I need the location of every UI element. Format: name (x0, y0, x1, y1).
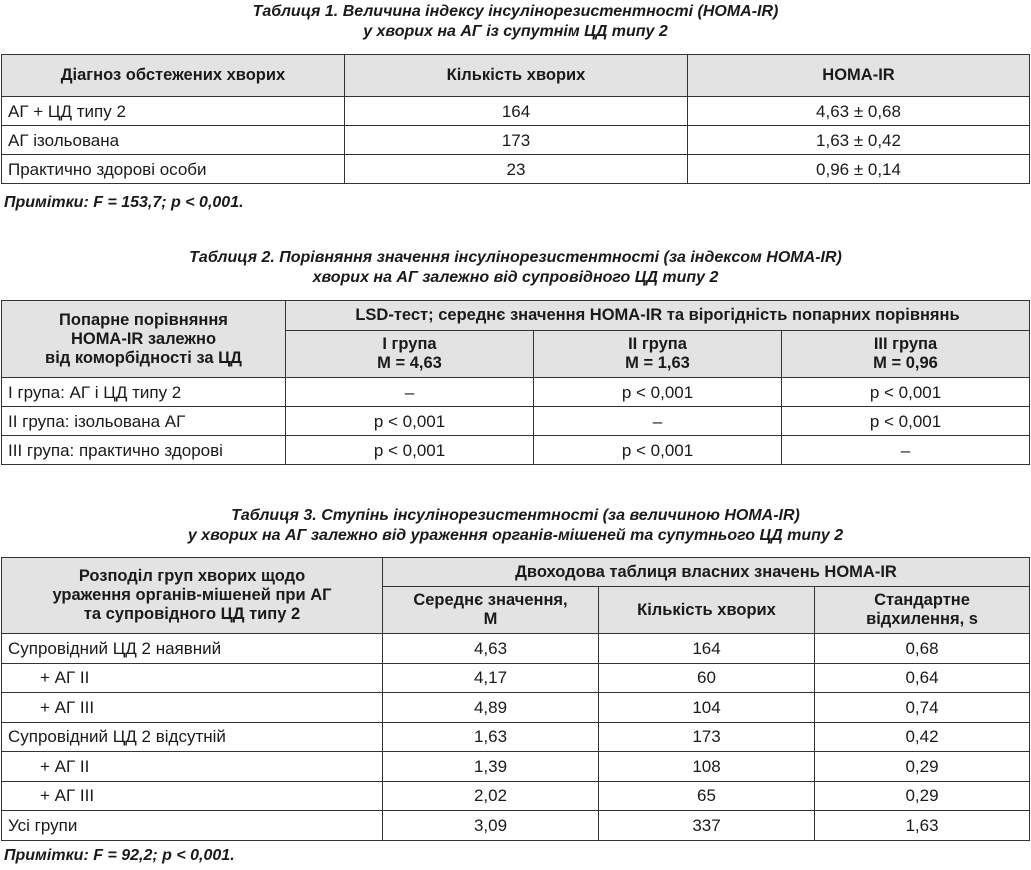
table2-header-comparison: Попарне порівняння HOMA-IR залежно від коморбідності за ЦД (2, 301, 286, 378)
table-cell: 4,63 (383, 634, 599, 664)
table-cell: 2,02 (383, 781, 599, 811)
table-row (2, 97, 1030, 126)
table-cell: 23 (345, 155, 688, 184)
table-cell: + АГ ІІІ (2, 693, 383, 723)
table-cell: 1,63 (383, 722, 599, 752)
table1 (1, 54, 1030, 184)
table-cell: 0,29 (815, 752, 1030, 782)
table-cell: 173 (345, 126, 688, 155)
table-cell: 65 (599, 781, 815, 811)
table-cell: + АГ ІІ (2, 663, 383, 693)
table1-header-diagnosis: Діагноз обстежених хворих (2, 55, 345, 97)
table1-caption-line2: у хворих на АГ із супутнім ЦД типу 2 (363, 23, 668, 40)
table-cell: 337 (599, 811, 815, 841)
table-cell: ІІ група: ізольована АГ (2, 407, 286, 436)
table-cell: 1,63 (815, 811, 1030, 841)
table-row (2, 663, 1030, 693)
table-cell: р < 0,001 (782, 378, 1030, 407)
table-cell: р < 0,001 (286, 436, 534, 465)
table-row (2, 407, 1030, 436)
table-cell: 173 (599, 722, 815, 752)
table-cell: 0,42 (815, 722, 1030, 752)
table2 (1, 300, 1030, 465)
table-row (2, 378, 1030, 407)
table-cell: АГ + ЦД типу 2 (2, 97, 345, 126)
table3-note: Примітки: F = 92,2; р < 0,001. (4, 847, 235, 864)
table3-caption-line2: у хворих на АГ залежно від ураження органів-мішеней та супутнього ЦД типу 2 (187, 527, 844, 544)
table-cell: – (286, 378, 534, 407)
table-cell: 104 (599, 693, 815, 723)
table-cell: 4,63 ± 0,68 (688, 97, 1030, 126)
table-cell: – (782, 436, 1030, 465)
table1-caption-line1: Таблиця 1. Величина індексу інсулінорезистентності (HOMA-IR) (252, 3, 779, 20)
table-cell: 164 (345, 97, 688, 126)
table-cell: 4,89 (383, 693, 599, 723)
table-cell: р < 0,001 (286, 407, 534, 436)
table-cell: 0,64 (815, 663, 1030, 693)
table-cell: І група: АГ і ЦД типу 2 (2, 378, 286, 407)
table3-header-distribution: Розподіл груп хворих щодо ураження органів-мішеней при АГ та супровідного ЦД типу 2 (2, 558, 383, 634)
table1-header-homa: HOMA-IR (688, 55, 1030, 97)
table-cell: р < 0,001 (782, 407, 1030, 436)
table-cell: 1,63 ± 0,42 (688, 126, 1030, 155)
table-row (2, 693, 1030, 723)
table2-subheader-group2: ІІ група М = 1,63 (534, 331, 782, 378)
table-cell: 0,74 (815, 693, 1030, 723)
table-cell: Супровідний ЦД 2 наявний (2, 634, 383, 664)
table-cell: р < 0,001 (534, 436, 782, 465)
table-cell: 60 (599, 663, 815, 693)
table-cell: + АГ ІІІ (2, 781, 383, 811)
table-cell: 108 (599, 752, 815, 782)
table1-note: Примітки: F = 153,7; р < 0,001. (4, 194, 244, 211)
table-row (2, 752, 1030, 782)
table-cell: 3,09 (383, 811, 599, 841)
table-row (2, 436, 1030, 465)
table-cell: – (534, 407, 782, 436)
table2-subheader-group1: І група М = 4,63 (286, 331, 534, 378)
table-row (2, 811, 1030, 841)
table3-subheader-count: Кількість хворих (599, 587, 815, 634)
table-row (2, 722, 1030, 752)
table-cell: 0,68 (815, 634, 1030, 664)
table-row (2, 634, 1030, 664)
table-cell: Усі групи (2, 811, 383, 841)
table-cell: АГ ізольована (2, 126, 345, 155)
table3-header-twoway: Двоходова таблиця власних значень HOMA-IR (383, 558, 1030, 587)
table-cell: 164 (599, 634, 815, 664)
table-row (2, 781, 1030, 811)
table-cell: 4,17 (383, 663, 599, 693)
table3-caption-line1: Таблиця 3. Ступінь інсулінорезистентності (за величиною HOMA-IR) (231, 507, 800, 524)
table2-subheader-group3: ІІІ група М = 0,96 (782, 331, 1030, 378)
table-row (2, 155, 1030, 184)
table-cell: ІІІ група: практично здорові (2, 436, 286, 465)
table2-header-lsd: LSD-тест; середнє значення HOMA-IR та вірогідність попарних порівнянь (286, 301, 1030, 331)
table-cell: + АГ ІІ (2, 752, 383, 782)
table2-caption-line2: хворих на АГ залежно від супровідного ЦД типу 2 (312, 269, 719, 286)
table-cell: р < 0,001 (534, 378, 782, 407)
table1-header-count: Кількість хворих (345, 55, 688, 97)
table-cell: Супровідний ЦД 2 відсутній (2, 722, 383, 752)
table-row (2, 126, 1030, 155)
table-cell: 0,96 ± 0,14 (688, 155, 1030, 184)
table3-subheader-mean: Середнє значення, М (383, 587, 599, 634)
table3 (1, 557, 1030, 841)
table-cell: 0,29 (815, 781, 1030, 811)
table2-caption-line1: Таблиця 2. Порівняння значення інсулінорезистентності (за індексом HOMA-IR) (189, 249, 842, 266)
table3-subheader-sd: Стандартне відхилення, s (815, 587, 1030, 634)
table-cell: Практично здорові особи (2, 155, 345, 184)
table-cell: 1,39 (383, 752, 599, 782)
